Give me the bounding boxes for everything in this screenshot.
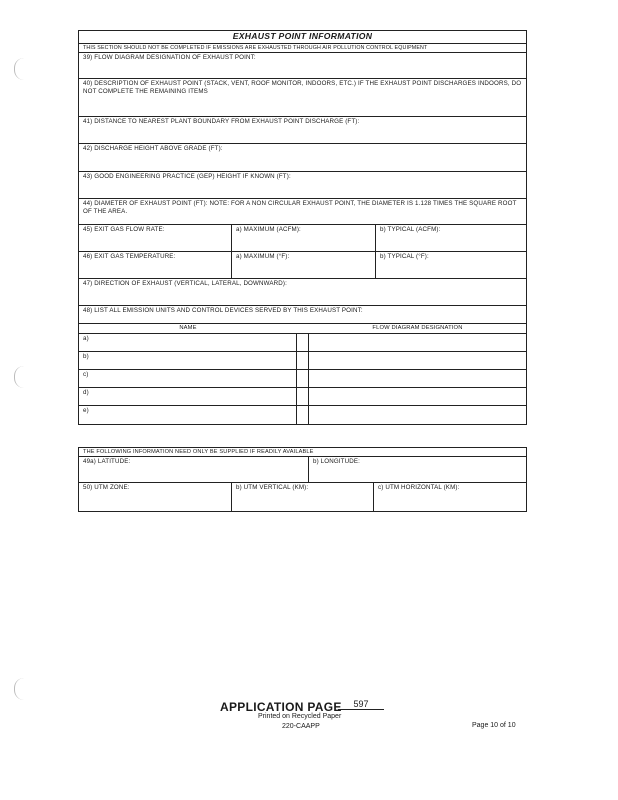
q47-field[interactable]: 47) DIRECTION OF EXHAUST (VERTICAL, LATERAL, DOWNWARD): — [79, 279, 526, 306]
unit-fd-field[interactable] — [309, 334, 526, 351]
binder-hole-middle — [14, 366, 25, 388]
q46-label: 46) EXIT GAS TEMPERATURE: — [83, 253, 176, 260]
units-table-row — [79, 388, 526, 406]
q49-row — [79, 457, 526, 483]
q45-typical-field[interactable]: b) TYPICAL (ACFM): — [375, 225, 526, 251]
unit-fd-field[interactable] — [309, 370, 526, 387]
units-table-row — [79, 352, 526, 370]
section-note: THIS SECTION SHOULD NOT BE COMPLETED IF EMISSIONS ARE EXHAUSTED THROUGH AIR POLLUTION CONTROL EQUIPMENT — [79, 44, 526, 53]
q44-field[interactable]: 44) DIAMETER OF EXHAUST POINT (FT): NOTE: FOR A NON CIRCULAR EXHAUST POINT, THE DIAMETER IS 1.128 TIMES THE SQUARE ROOT OF THE AREA. — [79, 199, 526, 225]
unit-name-field[interactable]: e) — [83, 407, 89, 414]
section-title: EXHAUST POINT INFORMATION — [79, 31, 526, 44]
unit-fd-field[interactable] — [309, 352, 526, 369]
exhaust-point-section — [78, 30, 527, 425]
units-table-row — [79, 370, 526, 388]
q40-field[interactable]: 40) DESCRIPTION OF EXHAUST POINT (STACK, VENT, ROOF MONITOR, INDOORS, ETC.) IF THE EXHAUST POINT DISCHARGES INDOORS, DO NOT COMPLETE THE REMAINING ITEMS — [79, 79, 526, 117]
q46-max-field[interactable]: a) MAXIMUM (°F): — [231, 252, 375, 278]
application-page-label: APPLICATION PAGE — [220, 700, 342, 714]
recycled-paper-note: Printed on Recycled Paper — [258, 713, 342, 720]
q39-field[interactable]: 39) FLOW DIAGRAM DESIGNATION OF EXHAUST POINT: — [79, 53, 526, 79]
q45-max-field[interactable]: a) MAXIMUM (ACFM): — [231, 225, 375, 251]
q46-row — [79, 252, 526, 279]
utm-zone-field[interactable]: 50) UTM ZONE: — [83, 484, 130, 491]
unit-name-field[interactable]: a) — [83, 335, 89, 342]
form-code: 220-CAAPP — [282, 723, 320, 730]
q42-field[interactable]: 42) DISCHARGE HEIGHT ABOVE GRADE (FT): — [79, 144, 526, 172]
longitude-field[interactable]: b) LONGITUDE: — [308, 457, 526, 482]
q43-field[interactable]: 43) GOOD ENGINEERING PRACTICE (GEP) HEIGHT IF KNOWN (FT): — [79, 172, 526, 199]
latitude-field[interactable]: 49a) LATITUDE: — [83, 458, 131, 465]
binder-hole-bottom — [14, 678, 25, 700]
unit-name-field[interactable]: b) — [83, 353, 89, 360]
location-section — [78, 447, 527, 512]
page-of-label: Page 10 of 10 — [472, 722, 516, 729]
q48-label: 48) LIST ALL EMISSION UNITS AND CONTROL DEVICES SERVED BY THIS EXHAUST POINT: — [79, 306, 526, 324]
q45-label: 45) EXIT GAS FLOW RATE: — [83, 226, 165, 233]
unit-name-field[interactable]: c) — [83, 371, 89, 378]
units-table-row — [79, 406, 526, 424]
location-note: THE FOLLOWING INFORMATION NEED ONLY BE SUPPLIED IF READILY AVAILABLE — [79, 448, 526, 457]
units-table-row — [79, 334, 526, 352]
column-name-header: NAME — [179, 325, 197, 331]
utm-vertical-field[interactable]: b) UTM VERTICAL (KM): — [231, 483, 373, 511]
q46-typical-field[interactable]: b) TYPICAL (°F): — [375, 252, 526, 278]
application-page-number: 597 — [338, 699, 384, 710]
q50-row — [79, 483, 526, 511]
unit-fd-field[interactable] — [309, 406, 526, 424]
binder-hole-top — [14, 58, 25, 80]
unit-name-field[interactable]: d) — [83, 389, 89, 396]
column-fd-header: FLOW DIAGRAM DESIGNATION — [372, 325, 463, 331]
unit-fd-field[interactable] — [309, 388, 526, 405]
utm-horizontal-field[interactable]: c) UTM HORIZONTAL (KM): — [373, 483, 526, 511]
units-table-header — [79, 324, 526, 334]
q45-row — [79, 225, 526, 252]
q41-field[interactable]: 41) DISTANCE TO NEAREST PLANT BOUNDARY FROM EXHAUST POINT DISCHARGE (FT): — [79, 117, 526, 144]
